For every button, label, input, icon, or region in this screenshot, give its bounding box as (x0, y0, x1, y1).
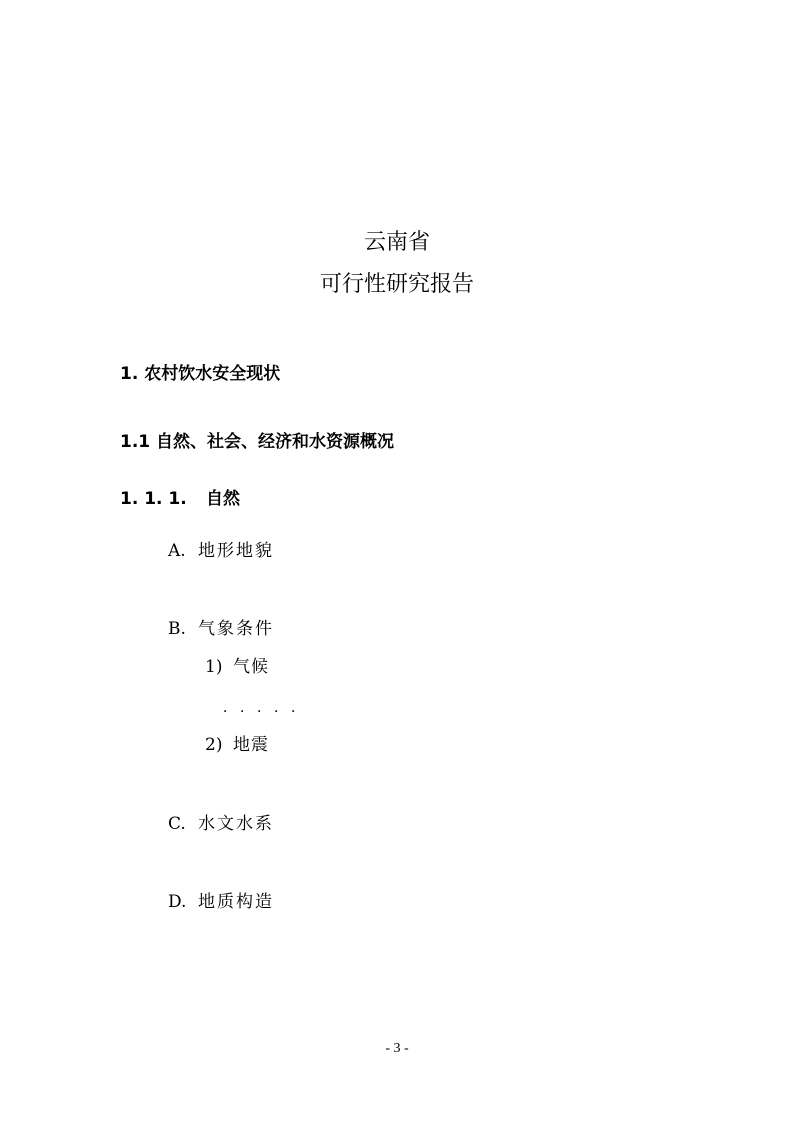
sub-item-climate (205, 657, 269, 677)
heading-level-2-text: 自然、社会、经济和水资源概况 (156, 432, 395, 452)
ellipsis-dots: ．．．．． (223, 700, 315, 716)
heading-level-3 (120, 489, 240, 509)
list-item-d (168, 892, 274, 912)
sub-item-earthquake-text: 地震 (233, 735, 269, 755)
heading-level-2 (120, 432, 394, 452)
sub-item-earthquake (205, 735, 269, 755)
page-number: - 3 - (385, 1041, 409, 1056)
list-item-a (168, 541, 274, 561)
list-item-c (168, 814, 274, 834)
heading-level-3-text: 自然 (206, 489, 240, 509)
sub-item-climate-marker: 1) (205, 657, 223, 677)
list-item-d-marker: D. (168, 892, 187, 912)
heading-level-3-number: 1. 1. 1. (120, 489, 187, 509)
heading-level-1-number: 1. (120, 364, 139, 384)
list-item-b-text: 气象条件 (198, 619, 274, 639)
document-title-province: 云南省 (363, 230, 430, 255)
heading-level-1 (120, 364, 280, 384)
heading-level-2-number: 1.1 (120, 432, 151, 452)
list-item-b-marker: B. (168, 619, 186, 639)
sub-item-earthquake-marker: 2) (205, 735, 223, 755)
list-item-b (168, 619, 274, 639)
list-item-a-marker: A. (168, 541, 186, 561)
list-item-d-text: 地质构造 (198, 892, 274, 912)
heading-level-1-text: 农村饮水安全现状 (144, 364, 281, 384)
list-item-a-text: 地形地貌 (198, 541, 274, 561)
sub-item-climate-text: 气候 (233, 657, 269, 677)
list-item-c-text: 水文水系 (198, 814, 274, 834)
document-title-report: 可行性研究报告 (319, 272, 474, 297)
list-item-c-marker: C. (168, 814, 186, 834)
